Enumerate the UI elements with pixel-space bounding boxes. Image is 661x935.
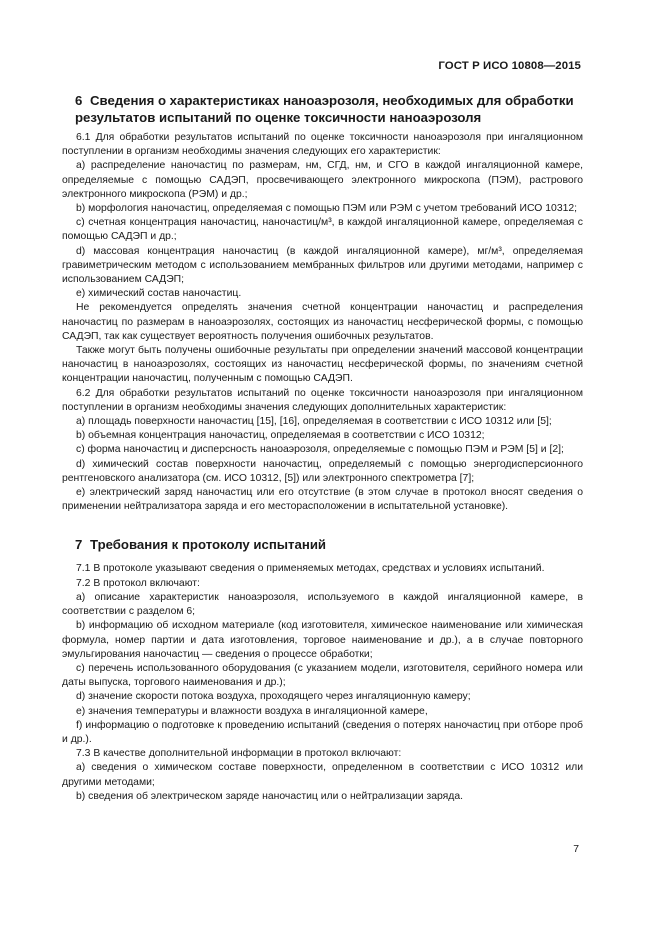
section-6-number: 6 [75,93,83,108]
paragraph: 7.1 В протоколе указывают сведения о применяемых методах, средствах и условиях испытаний. [76,563,545,575]
list-item: b) объемная концентрация наночастиц, определяемая в соответствии с ИСО 10312; [76,430,485,442]
list-item: d) массовая концентрация наночастиц (в каждой ингаляционной камере), мг/м³, определяемая гравиметрическим методом с использованием мембранных фильтров или другими методами, например с использованием САДЭП; [62,245,583,286]
list-item: c) счетная концентрация наночастиц, наночастиц/м³, в каждой ингаляционной камере, определяемая с помощью САДЭП и др.; [62,217,583,243]
section-7 [62,536,583,803]
list-item: a) площадь поверхности наночастиц [15], [16], определяемая в соответствии с ИСО 10312 или [5]; [76,416,552,428]
paragraph: 6.1 Для обработки результатов испытаний по оценке токсичности наноаэрозоля при ингаляционном поступлении в организм необходимы значения следующих его характеристик: [62,132,583,158]
section-6-heading [62,92,583,126]
paragraph: Не рекомендуется определять значения счетной концентрации наночастиц и распределения наночастиц по размерам в наноаэрозолях, состоящих из наночастиц несферической формы, с помощью САДЭП, так как существует вероятность получения ошибочных результатов. [62,302,583,342]
section-7-heading [62,536,583,553]
list-item: b) сведения об электрическом заряде наночастиц или о нейтрализации заряда. [76,790,463,802]
list-item: e) значения температуры и влажности воздуха в ингаляционной камере, [76,705,428,717]
section-7-title: Требования к протоколу испытаний [90,537,327,553]
list-item: a) описание характеристик наноаэрозоля, используемого в каждой ингаляционной камере, в соответствии с разделом 6; [62,591,583,618]
list-item: f) информацию о подготовке к проведению испытаний (сведения о потерях наночастиц при отборе проб и др.). [62,719,583,745]
paragraph: 7.2 В протокол включают: [76,577,200,589]
page-number: 7 [573,844,579,855]
page-content [62,92,583,804]
paragraph: Также могут быть получены ошибочные результаты при определении значений массовой концентрации наночастиц в наноаэрозолях, состоящих из наночастиц несферической формы, по значениям счетной концентрации наночастиц, полученным с помощью САДЭП. [62,345,583,385]
list-item: e) химический состав наночастиц. [76,288,242,300]
list-item: a) распределение наночастиц по размерам, нм, СГД, нм, и СГО в каждой ингаляционной камере, определяемые с помощью САДЭП, просвечивающего электронного микроскопа (ПЭМ), растрового электронного микроскопа (РЭМ) и др.; [62,160,583,200]
list-item: c) перечень использованного оборудования (с указанием модели, изготовителя, серийного номера или даты выпуска, торгового наименования и др.); [62,662,583,689]
paragraph: 6.2 Для обработки результатов испытаний по оценке токсичности наноаэрозоля при ингаляционном поступлении в организм необходимы значения следующих дополнительных характеристик: [62,387,583,413]
list-item: d) химический состав поверхности наночастиц, определяемый с помощью энергодисперсионного рентгеновского анализатора (см. ИСО 10312, [5]) или электронного спектрометра [7]; [62,458,583,484]
section-7-number: 7 [75,537,83,553]
list-item: d) значение скорости потока воздуха, проходящего через ингаляционную камеру; [76,691,471,703]
list-item: e) электрический заряд наночастиц или его отсутствие (в этом случае в протокол вносят сведения о применении нейтрализатора заряда и его месторасположении в испытательной установке). [62,487,583,513]
section-7-body [62,562,583,803]
section-6 [62,92,583,514]
list-item: b) информацию об исходном материале (код изготовителя, химическое наименование или химическая формула, номер партии и дата изготовления, торговое наименование и др.), а в случае повторного эмульгирования наночастиц — сведения о процессе обработки; [62,620,583,660]
list-item: c) форма наночастиц и дисперсность наноаэрозоля, определяемые с помощью ПЭМ и РЭМ [5] и [2]; [76,444,564,456]
section-6-body [62,131,583,514]
document-code: ГОСТ Р ИСО 10808—2015 [438,60,581,72]
list-item: b) морфология наночастиц, определяемая с помощью ПЭМ или РЭМ с учетом требований ИСО 10312; [76,203,578,215]
paragraph: 7.3 В качестве дополнительной информации в протокол включают: [76,748,402,760]
list-item: a) сведения о химическом составе поверхности, определенном в соответствии с ИСО 10312 или другими методами; [62,762,583,788]
section-6-title: Сведения о характеристиках наноаэрозоля, необходимых для обработки результатов испытаний по оценке токсичности наноаэрозоля [75,93,574,125]
